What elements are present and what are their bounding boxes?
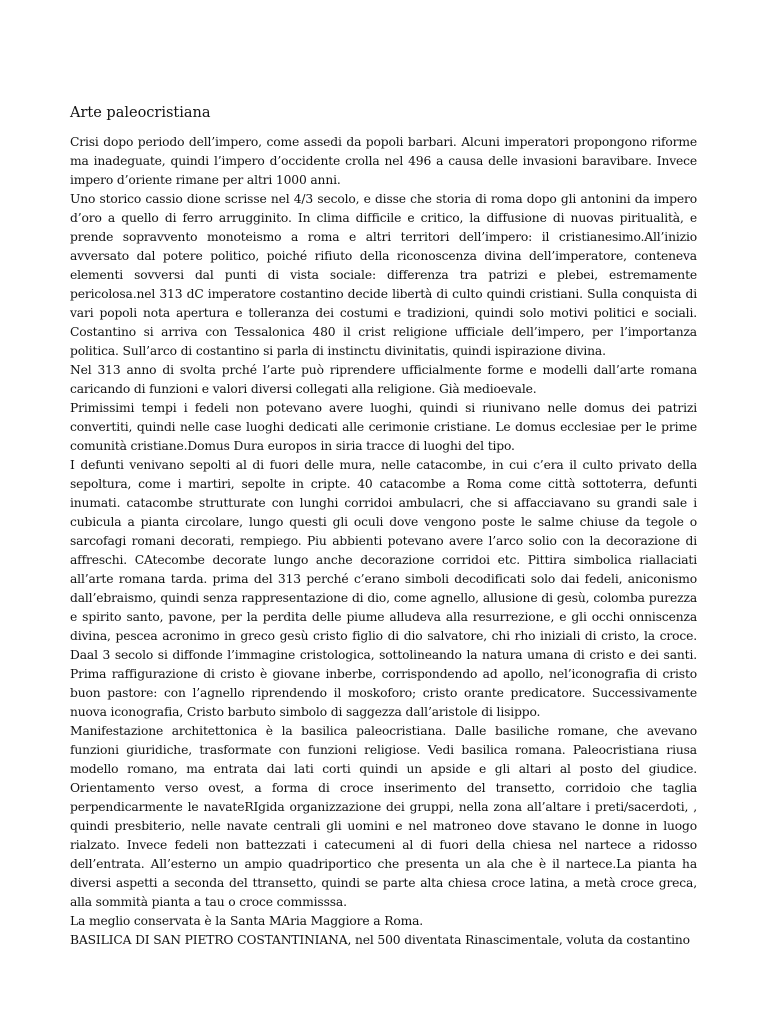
paragraph: Manifestazione architettonica è la basilica paleocristiana. Dalle basiliche romane, che avevano funzioni giuridiche, trasformate con funzioni religiose. Vedi basilica romana. Paleocristiana riusa modello romano, ma entrata dai lati corti quindi un apside e gli altari al posto del giudice. Orientamento verso ovest, a forma di croce inserimento del transetto, corridoio che taglia perpendicarmente le navateRIgida organizzazione dei gruppi, nella zona all’altare i preti/sacerdoti, , quindi presbiterio, nelle navate centrali gli uomini e nel matroneo dove stavano le donne in luogo rialzato. Invece fedeli non battezzati i catecumeni al di fuori della chiesa nel nartece a ridosso dell’entrata. All’esterno un ampio quadriportico che presenta un ala che è il nartece.La pianta ha diversi aspetti a seconda del ttransetto, quindi se parte alta chiesa croce latina, a metà croce greca, alla sommità pianta a tau o croce commisssa. (70, 724, 697, 909)
paragraph: Nel 313 anno di svolta prché l’arte può riprendere ufficialmente forme e modelli dall’arte romana caricando di funzioni e valori diversi collegati alla religione. Già medioevale. (70, 363, 697, 396)
document-title: Arte paleocristiana (70, 105, 211, 121)
paragraph: Uno storico cassio dione scrisse nel 4/3 secolo, e disse che storia di roma dopo gli antonini da impero d’oro a quello di ferro arrugginito. In clima difficile e critico, la diffusione di nuovas piritualità, e prende sopravvento monoteismo a roma e altri territori dell’impero: il cristianesimo.All’inizio avversato dal potere politico, poiché rifiuto della riconoscenza divina dell’imperatore, conteneva elementi sovversi dal punti di vista sociale: differenza tra patrizi e plebei, estremamente pericolosa.nel 313 dC imperatore costantino decide libertà di culto quindi cristiani. Sulla conquista di vari popoli nota apertura e tolleranza dei costumi e tradizioni, quindi solo motivi politici e sociali. Costantino si arriva con Tessalonica 480 il crist religione ufficiale dell’impero, per l’importanza politica. Sull’arco di costantino si parla di instinctu divinitatis, quindi ispirazione divina. (70, 192, 697, 358)
paragraph: Primissimi tempi i fedeli non potevano avere luoghi, quindi si riunivano nelle domus dei patrizi convertiti, quindi nelle case luoghi dedicati alle cerimonie cristiane. Le domus ecclesiae per le prime comunità cristiane.Domus Dura europos in siria tracce di luoghi del tipo. (70, 401, 697, 453)
paragraph: Crisi dopo periodo dell’impero, come assedi da popoli barbari. Alcuni imperatori propongono riforme ma inadeguate, quindi l’impero d’occidente crolla nel 496 a causa delle invasioni baravibare. Invece impero d’oriente rimane per altri 1000 anni. (70, 135, 697, 187)
paragraph: La meglio conservata è la Santa MAria Maggiore a Roma. (70, 914, 424, 928)
paragraph: BASILICA DI SAN PIETRO COSTANTINIANA, nel 500 diventata Rinascimentale, voluta da costantino (70, 933, 690, 947)
paragraph: I defunti venivano sepolti al di fuori delle mura, nelle catacombe, in cui c’era il culto privato della sepoltura, come i martiri, sepolte in cripte. 40 catacombe a Roma come città sottoterra, defunti inumati. catacombe strutturate con lunghi corridoi ambulacri, che si affacciavano su grandi sale i cubicula a pianta circolare, lungo questi gli oculi dove vengono poste le salme chiuse da tegole o sarcofagi romani decorati, rempiego. Piu abbienti potevano avere l’arco solio con la decorazione di affreschi. CAtecombe decorate lungo anche decorazione corridoi etc. Pittira simbolica riallaciati all’arte romana tarda. prima del 313 perché c’erano simboli decodificati solo dai fedeli, aniconismo dall’ebraismo, quindi senza rappresentazione di dio, come agnello, allusione di gesù, colomba purezza e spirito santo, pavone, per la perdita delle piume alludeva alla resurrezione, e gli occhi onniscenza divina, pescea acronimo in greco gesù cristo figlio di dio salvatore, chi rho iniziali di cristo, la croce. Daal 3 secolo si diffonde l’immagine cristologica, sottolineando la natura umana di cristo e dei santi. Prima raffigurazione di cristo è giovane inberbe, corrispondendo ad apollo, nel’iconografia di cristo buon pastore: con l’agnello riprendendo il moskoforo; cristo orante predicatore. Successivamente nuova iconografia, Cristo barbuto simbolo di saggezza dall’aristole di lisippo. (70, 458, 697, 719)
document-body (70, 104, 697, 950)
